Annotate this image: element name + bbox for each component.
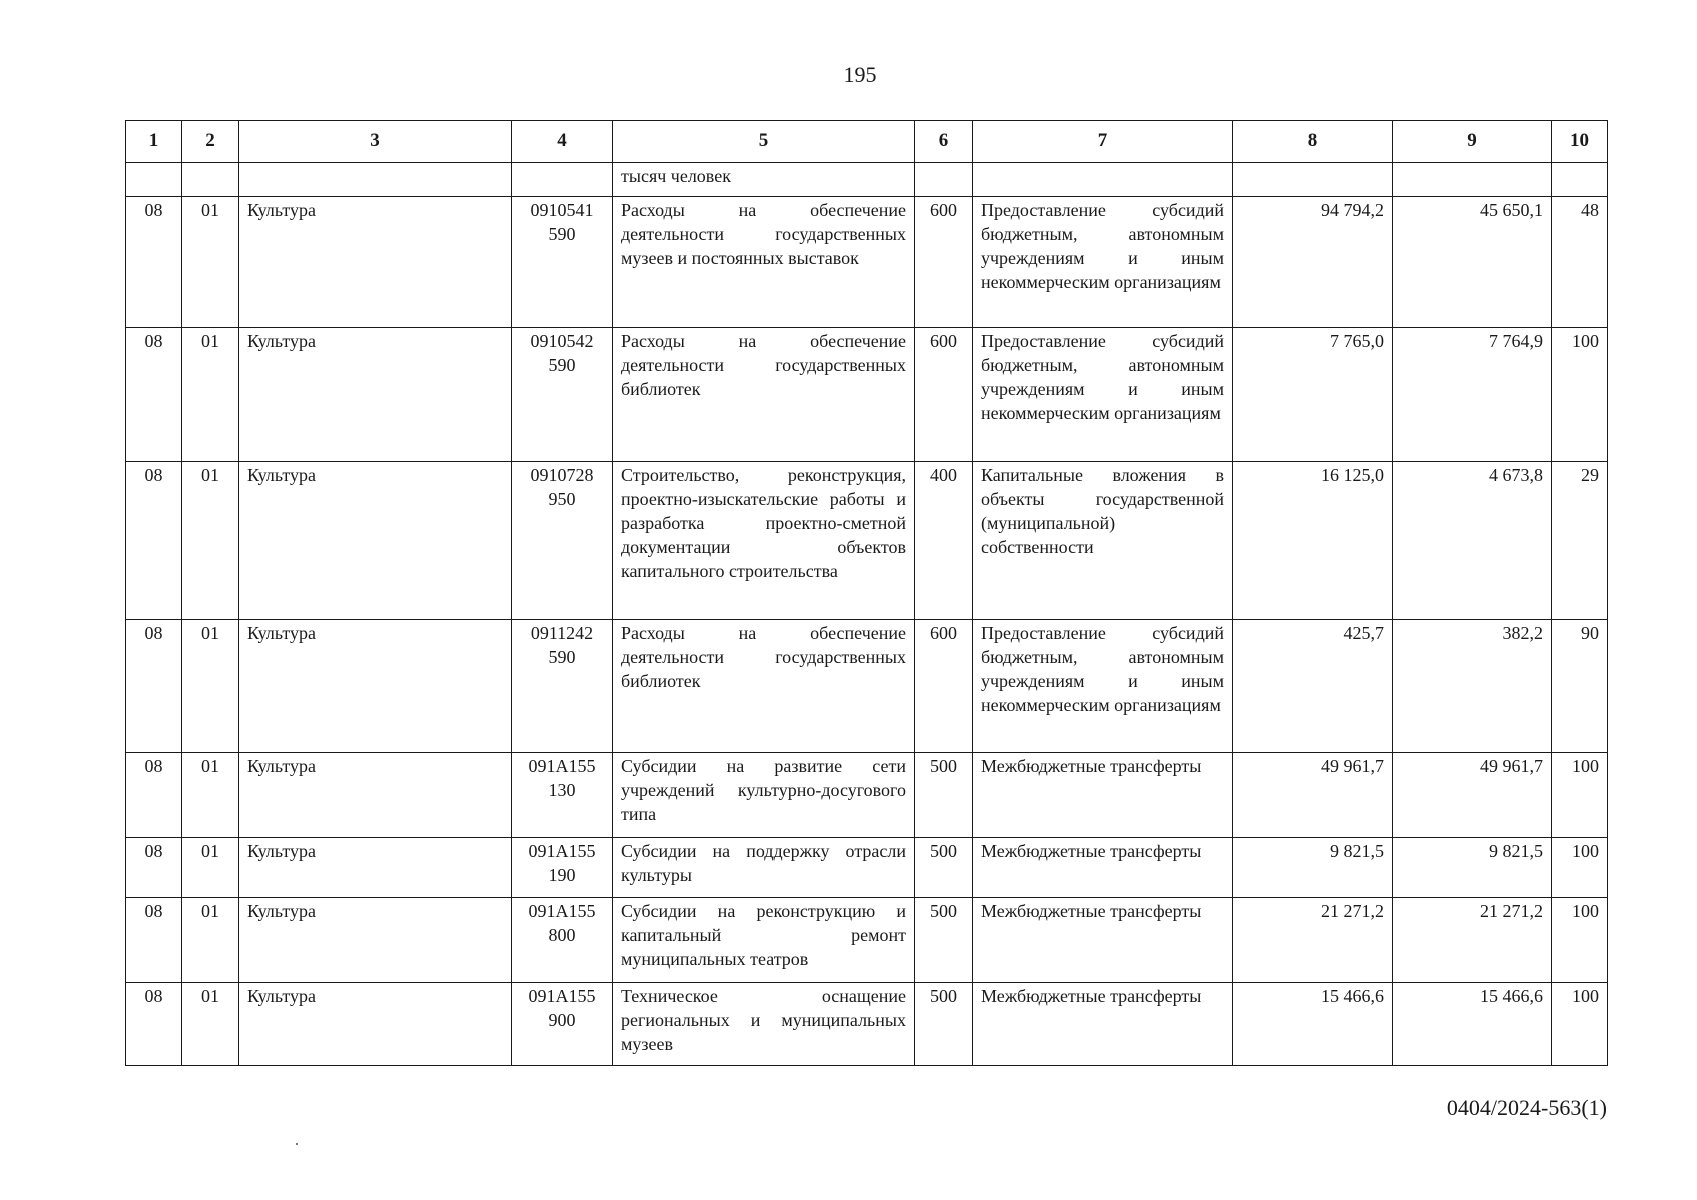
planned-amount: 425,7 [1233,620,1393,753]
expense-type-code: 500 [915,898,973,983]
column-header: 4 [512,121,613,163]
section-name: Культура [239,197,512,328]
expense-description: Расходы на обеспечение деятельности государственных музеев и постоянных выставок [613,197,915,328]
table-cell [182,163,239,197]
expense-type-code: 500 [915,983,973,1066]
actual-amount: 7 764,9 [1393,328,1552,462]
expense-description: Техническое оснащение региональных и муниципальных музеев [613,983,915,1066]
table-cell [1552,163,1608,197]
execution-percent: 100 [1552,983,1608,1066]
column-header: 7 [973,121,1233,163]
budget-table [125,120,1608,1066]
column-header: 10 [1552,121,1608,163]
expense-type-code: 600 [915,328,973,462]
actual-amount: 21 271,2 [1393,898,1552,983]
continuation-row [126,163,1608,197]
expense-type-name: Капитальные вложения в объекты государственной (муниципальной) собственности [973,462,1233,620]
expense-description: Субсидии на поддержку отрасли культуры [613,838,915,898]
column-header: 3 [239,121,512,163]
execution-percent: 29 [1552,462,1608,620]
target-article-code: 091A155 130 [512,753,613,838]
expense-type-name: Межбюджетные трансферты [973,898,1233,983]
table-cell [1393,163,1552,197]
document-code: 0404/2024-563(1) [1446,1095,1607,1120]
planned-amount: 9 821,5 [1233,838,1393,898]
column-header: 5 [613,121,915,163]
table-row [126,838,1608,898]
table-row [126,197,1608,328]
expense-type-code: 400 [915,462,973,620]
expense-description: Расходы на обеспечение деятельности государственных библиотек [613,620,915,753]
section-name: Культура [239,838,512,898]
table-cell [239,163,512,197]
table-row [126,328,1608,462]
table-row [126,462,1608,620]
expense-type-name: Предоставление субсидий бюджетным, автономным учреждениям и иным некоммерческим организациям [973,197,1233,328]
target-article-code: 0910728 950 [512,462,613,620]
planned-amount: 21 271,2 [1233,898,1393,983]
subsection-code: 01 [182,462,239,620]
section-code: 08 [126,898,182,983]
table-cell [126,163,182,197]
section-code: 08 [126,983,182,1066]
execution-percent: 100 [1552,898,1608,983]
planned-amount: 94 794,2 [1233,197,1393,328]
execution-percent: 48 [1552,197,1608,328]
table-cell [915,163,973,197]
section-code: 08 [126,620,182,753]
section-code: 08 [126,328,182,462]
expense-type-name: Предоставление субсидий бюджетным, автономным учреждениям и иным некоммерческим организациям [973,620,1233,753]
target-article-code: 0910541 590 [512,197,613,328]
section-name: Культура [239,753,512,838]
actual-amount: 15 466,6 [1393,983,1552,1066]
table-cell [973,163,1233,197]
column-header: 2 [182,121,239,163]
table-row [126,983,1608,1066]
section-name: Культура [239,462,512,620]
column-number-header-row [126,121,1608,163]
subsection-code: 01 [182,838,239,898]
target-article-code: 0910542 590 [512,328,613,462]
target-article-code: 091A155 800 [512,898,613,983]
actual-amount: 49 961,7 [1393,753,1552,838]
planned-amount: 15 466,6 [1233,983,1393,1066]
expense-description: Субсидии на реконструкцию и капитальный ремонт муниципальных театров [613,898,915,983]
execution-percent: 100 [1552,328,1608,462]
section-name: Культура [239,898,512,983]
column-header: 9 [1393,121,1552,163]
expense-type-code: 600 [915,620,973,753]
expense-type-name: Межбюджетные трансферты [973,983,1233,1066]
subsection-code: 01 [182,328,239,462]
target-article-code: 0911242 590 [512,620,613,753]
expense-description: Субсидии на развитие сети учреждений культурно-досугового типа [613,753,915,838]
expense-type-code: 500 [915,838,973,898]
table-cell [512,163,613,197]
expense-type-code: 600 [915,197,973,328]
planned-amount: 16 125,0 [1233,462,1393,620]
subsection-code: 01 [182,197,239,328]
table-row [126,753,1608,838]
planned-amount: 49 961,7 [1233,753,1393,838]
subsection-code: 01 [182,983,239,1066]
section-name: Культура [239,620,512,753]
page-number: 195 [843,62,877,87]
execution-percent: 100 [1552,838,1608,898]
section-code: 08 [126,197,182,328]
subsection-code: 01 [182,898,239,983]
expense-type-name: Межбюджетные трансферты [973,838,1233,898]
expense-type-code: 500 [915,753,973,838]
section-name: Культура [239,328,512,462]
expense-description: Строительство, реконструкция, проектно-изыскательские работы и разработка проектно-сметной документации объектов капитального строительства [613,462,915,620]
actual-amount: 382,2 [1393,620,1552,753]
section-code: 08 [126,753,182,838]
expense-description: Расходы на обеспечение деятельности государственных библиотек [613,328,915,462]
section-code: 08 [126,838,182,898]
table-cell: тысяч человек [613,163,915,197]
expense-type-name: Предоставление субсидий бюджетным, автономным учреждениям и иным некоммерческим организациям [973,328,1233,462]
target-article-code: 091A155 190 [512,838,613,898]
table-row [126,898,1608,983]
section-name: Культура [239,983,512,1066]
actual-amount: 45 650,1 [1393,197,1552,328]
column-header: 6 [915,121,973,163]
target-article-code: 091A155 900 [512,983,613,1066]
table-row [126,620,1608,753]
table-cell [1233,163,1393,197]
expense-type-name: Межбюджетные трансферты [973,753,1233,838]
actual-amount: 4 673,8 [1393,462,1552,620]
execution-percent: 90 [1552,620,1608,753]
section-code: 08 [126,462,182,620]
column-header: 1 [126,121,182,163]
planned-amount: 7 765,0 [1233,328,1393,462]
subsection-code: 01 [182,620,239,753]
execution-percent: 100 [1552,753,1608,838]
actual-amount: 9 821,5 [1393,838,1552,898]
column-header: 8 [1233,121,1393,163]
subsection-code: 01 [182,753,239,838]
scan-speck [296,1143,298,1145]
